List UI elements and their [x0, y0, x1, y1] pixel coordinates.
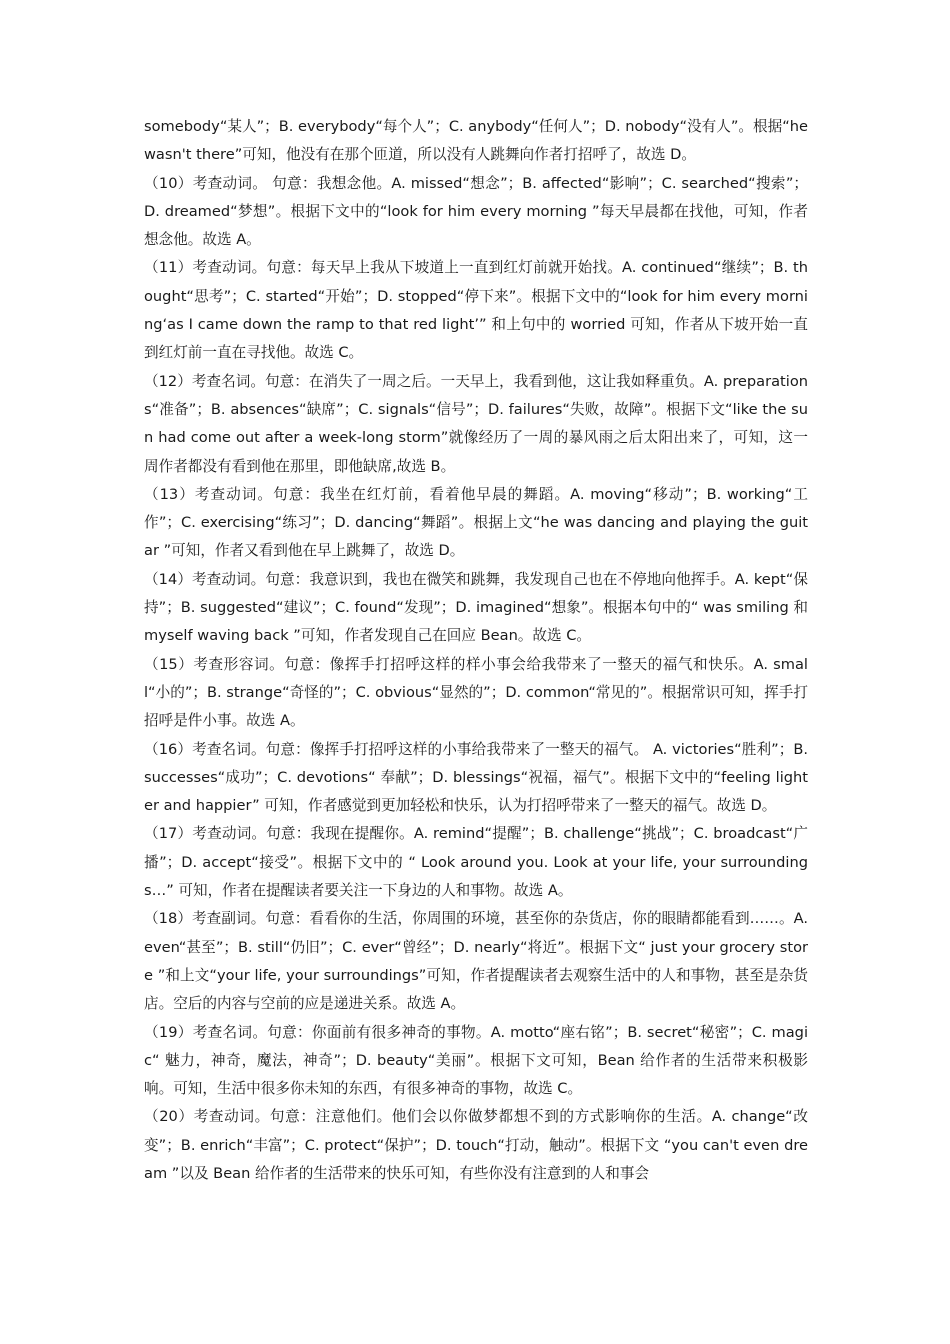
- answer-paragraph-19: （19）考查名词。句意：你面前有很多神奇的事物。A. motto“座右铭”；B. secret“秘密”；C. magic“ 魅力，神奇，魔法，神奇”；D. beauty“美丽”。根据下文可知，Bean 给作者的生活带来积极影响。可知，生活中很多你未知的东西，有很多神奇的事物，故选 C。: [144, 1023, 808, 1098]
- answer-paragraph-10: （10）考查动词。 句意：我想念他。A. missed“想念”；B. affected“影响”；C. searched“搜索”；D. dreamed“梦想”。根据下文中的“look for him every morning ”每天早晨都在找他，可知，作者想念他。故选 A。: [144, 174, 808, 249]
- answer-paragraph-16: （16）考查名词。句意：像挥手打招呼这样的小事给我带来了一整天的福气。 A. victories“胜利”；B. successes“成功”；C. devotions“ 奉献”；D. blessings“祝福，福气”。根据下文中的“feeling lighter and happier” 可知，作者感觉到更加轻松和快乐，认为打招呼带来了一整天的福气。故选 D。: [144, 740, 808, 815]
- answer-paragraph-11: （11）考查动词。句意：每天早上我从下坡道上一直到红灯前就开始找。A. continued“继续”；B. thought“思考”；C. started“开始”；D. stopped“停下来”。根据下文中的“look for him every morning‘as I came down the ramp to that red light’” 和上句中的 worried 可知，作者从下坡开始一直到红灯前一直在寻找他。故选 C。: [144, 259, 808, 362]
- answer-paragraph-9: somebody“某人”；B. everybody“每个人”；C. anybody“任何人”；D. nobody“没有人”。根据“he wasn't there”可知，他没有在那个匝道，所以没有人跳舞向作者打招呼了，故选 D。: [144, 118, 808, 164]
- answer-paragraph-18: （18）考查副词。句意：看看你的生活，你周围的环境，甚至你的杂货店，你的眼睛都能看到……。A. even“甚至”；B. still“仍旧”；C. ever“曾经”；D. nearly“将近”。根据下文“ just your grocery store ”和上文“your life, your surroundings”可知，作者提醒读者去观察生活中的人和事物，甚至是杂货店。空后的内容与空前的应是递进关系。故选 A。: [144, 910, 808, 1013]
- document-body: [144, 113, 808, 1188]
- answer-paragraph-14: （14）考查动词。句意：我意识到，我也在微笑和跳舞，我发现自己也在不停地向他挥手。A. kept“保持”；B. suggested“建议”；C. found“发现”；D. imagined“想象”。根据本句中的“ was smiling 和 myself waving back ”可知，作者发现自己在回应 Bean。故选 C。: [144, 570, 808, 645]
- answer-paragraph-20: （20）考查动词。句意：注意他们。他们会以你做梦都想不到的方式影响你的生活。A. change“改变”；B. enrich“丰富”；C. protect“保护”；D. touch“打动，触动”。根据下文 “you can't even dream ”以及 Bean 给作者的生活带来的快乐可知，有些你没有注意到的人和事会: [144, 1108, 808, 1182]
- answer-paragraph-13: （13）考查动词。句意：我坐在红灯前，看着他早晨的舞蹈。A. moving“移动”；B. working“工作”；C. exercising“练习”；D. dancing“舞蹈”。根据上文“he was dancing and playing the guitar ”可知，作者又看到他在早上跳舞了，故选 D。: [144, 485, 808, 560]
- answer-paragraph-15: （15）考查形容词。句意：像挥手打招呼这样的样小事会给我带来了一整天的福气和快乐。A. small“小的”；B. strange“奇怪的”；C. obvious“显然的”；D. common“常见的”。根据常识可知，挥手打招呼是件小事。故选 A。: [144, 655, 808, 730]
- answer-paragraph-17: （17）考查动词。句意：我现在提醒你。A. remind“提醒”；B. challenge“挑战”；C. broadcast“广播”；D. accept“接受”。根据下文中的 “ Look around you. Look at your life, your surroundings…” 可知，作者在提醒读者要关注一下身边的人和事物。故选 A。: [144, 825, 808, 900]
- answer-paragraph-12: （12）考查名词。句意：在消失了一周之后。一天早上，我看到他，这让我如释重负。A. preparations“准备”；B. absences“缺席”；C. signals“信号”；D. failures“失败，故障”。根据下文“like the sun had come out after a week-long storm”就像经历了一周的暴风雨之后太阳出来了，可知，这一周作者都没有看到他在那里，即他缺席,故选 B。: [144, 372, 808, 475]
